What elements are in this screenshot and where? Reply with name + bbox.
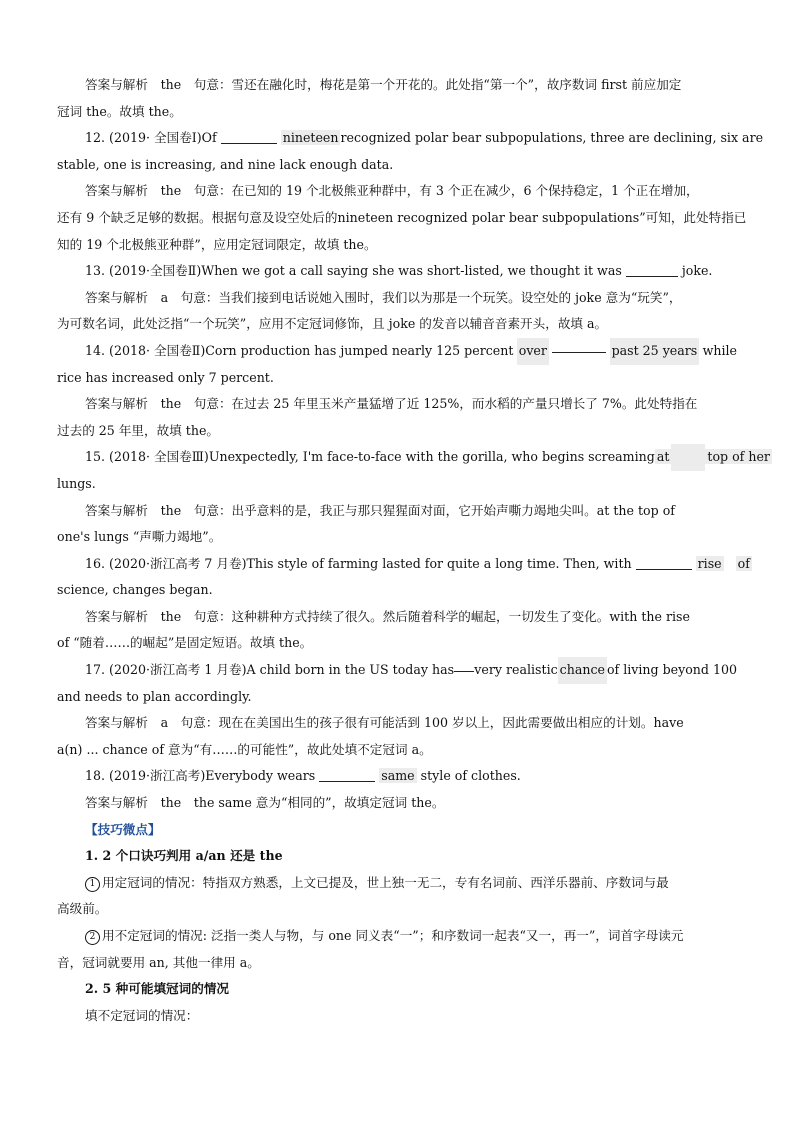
question-text: joke. bbox=[681, 263, 713, 279]
answer-line: one's lungs “声嘶力竭地”。 bbox=[57, 529, 222, 545]
circled-number-icon: 1 bbox=[85, 877, 100, 892]
highlight-text: past 25 years bbox=[610, 338, 700, 365]
question-line: lungs. bbox=[57, 475, 96, 491]
answer-blank[interactable] bbox=[221, 129, 277, 144]
question-text: 14. (2018· 全国卷Ⅱ)Corn production has jumped nearly 125 percent bbox=[85, 342, 514, 358]
list-item-continuation: 高级前。 bbox=[57, 901, 108, 917]
answer-line: 为可数名词，此处泛指“一个玩笑”，应用不定冠词修饰，且 joke 的发音以辅音音素开头，故填 a。 bbox=[57, 316, 608, 332]
question-16 bbox=[57, 551, 750, 578]
question-14 bbox=[57, 338, 737, 365]
answer-line: 答案与解析 the 句意：在已知的 19 个北极熊亚种群中，有 3 个正在减少，6 个保持稳定，1 个正在增加， bbox=[85, 183, 699, 199]
question-13 bbox=[57, 258, 737, 285]
paragraph-line: 填不定冠词的情况： bbox=[85, 1007, 199, 1023]
question-line: rice has increased only 7 percent. bbox=[57, 369, 274, 385]
section-heading-tips: 【技巧微点】 bbox=[85, 821, 161, 837]
answer-line: 冠词 the。故填 the。 bbox=[57, 103, 182, 119]
highlight-text: top of her bbox=[707, 449, 770, 465]
subheading-rule-1: 1. 2 个口诀巧判用 a/an 还是 the bbox=[85, 848, 283, 864]
highlight-text: nineteen bbox=[282, 130, 339, 146]
list-item-continuation: 音，冠词就要用 an, 其他一律用 a。 bbox=[57, 954, 260, 970]
answer-blank[interactable] bbox=[626, 262, 678, 277]
answer-line: 答案与解析 the 句意：出乎意料的是，我正与那只猩猩面对面，它开始声嘶力竭地尖叫。at the top of bbox=[85, 502, 675, 518]
question-15 bbox=[57, 444, 770, 471]
answer-blank[interactable] bbox=[319, 767, 375, 782]
highlight-text: rise bbox=[697, 555, 722, 571]
question-text: 17. (2020·浙江高考 1 月卷)A child born in the US today has bbox=[85, 662, 455, 678]
answer-line: 答案与解析 the 句意：雪还在融化时，梅花是第一个开花的。此处指“第一个”，故序数词 first 前应加定 bbox=[85, 77, 682, 92]
question-line: science, changes began. bbox=[57, 582, 213, 598]
highlight-text: of bbox=[737, 555, 750, 571]
question-text: very realistic bbox=[474, 662, 558, 678]
subheading-rule-2: 2. 5 种可能填冠词的情况 bbox=[85, 981, 230, 997]
question-line: stable, one is increasing, and nine lack enough data. bbox=[57, 156, 394, 172]
highlight-text: same bbox=[381, 768, 415, 784]
question-text: style of clothes. bbox=[420, 768, 521, 784]
answer-line: of “随着……的崛起”是固定短语。故填 the。 bbox=[57, 635, 313, 651]
answer-line: 过去的 25 年里，故填 the。 bbox=[57, 422, 220, 438]
answer-line: 答案与解析 a 句意：当我们接到电话说她入围时，我们以为那是一个玩笑。设空处的 joke 意为“玩笑”， bbox=[85, 289, 682, 305]
question-text: 18. (2019·浙江高考)Everybody wears bbox=[85, 768, 316, 784]
question-18 bbox=[57, 763, 737, 790]
question-line: and needs to plan accordingly. bbox=[57, 688, 252, 704]
question-text: 15. (2018· 全国卷Ⅲ)Unexpectedly, I'm face-to-face with the gorilla, who begins screaming bbox=[85, 449, 655, 465]
highlight-text: chance bbox=[558, 657, 607, 684]
answer-blank[interactable] bbox=[454, 657, 474, 672]
question-text: of living beyond 100 bbox=[606, 662, 737, 678]
answer-blank[interactable] bbox=[671, 444, 705, 471]
question-12 bbox=[57, 125, 764, 152]
highlight-text: at bbox=[656, 449, 670, 465]
list-item bbox=[57, 870, 737, 897]
question-text: 12. (2019· 全国卷Ⅰ)Of bbox=[85, 130, 217, 146]
question-text: while bbox=[702, 342, 737, 358]
question-text: 16. (2020·浙江高考 7 月卷)This style of farming lasted for quite a long time. Then, with bbox=[85, 555, 632, 571]
answer-line: 答案与解析 the the same 意为“相同的”，故填定冠词 the。 bbox=[85, 795, 445, 811]
circled-number-icon: 2 bbox=[85, 930, 100, 945]
list-item-text: 用定冠词的情况：特指双方熟悉，上文已提及，世上独一无二，专有名词前、西洋乐器前、序数词与最 bbox=[102, 874, 669, 890]
list-item bbox=[57, 923, 737, 950]
answer-line: a(n) ... chance of 意为“有……的可能性”，故此处填不定冠词 a。 bbox=[57, 741, 432, 757]
question-text: recognized polar bear subpopulations, three are declining, six are bbox=[340, 130, 764, 146]
answer-line: 知的 19 个北极熊亚种群”，应用定冠词限定，故填 the。 bbox=[57, 236, 377, 252]
document-page bbox=[57, 72, 770, 1029]
list-item-text: 用不定冠词的情况: 泛指一类人与物，与 one 同义表“一”；和序数词一起表“又一，再一”，词首字母读元 bbox=[102, 928, 684, 943]
question-17 bbox=[57, 657, 737, 684]
highlight-text: over bbox=[517, 338, 549, 365]
answer-line: 答案与解析 the 句意：这种耕种方式持续了很久。然后随着科学的崛起，一切发生了变化。with the rise bbox=[85, 608, 690, 624]
answer-blank[interactable] bbox=[552, 338, 606, 353]
question-text: 13. (2019·全国卷Ⅱ)When we got a call saying she was short-listed, we thought it was bbox=[85, 263, 622, 279]
answer-line: 答案与解析 a 句意：现在在美国出生的孩子很有可能活到 100 岁以上，因此需要做出相应的计划。have bbox=[85, 715, 684, 731]
answer-line: 答案与解析 the 句意：在过去 25 年里玉米产量猛增了近 125%，而水稻的产量只增长了 7%。此处特指在 bbox=[85, 396, 698, 412]
answer-line: 还有 9 个缺乏足够的数据。根据句意及设空处后的nineteen recognized polar bear subpopulations”可知，此处特指已 bbox=[57, 209, 747, 225]
answer-blank[interactable] bbox=[636, 555, 692, 570]
